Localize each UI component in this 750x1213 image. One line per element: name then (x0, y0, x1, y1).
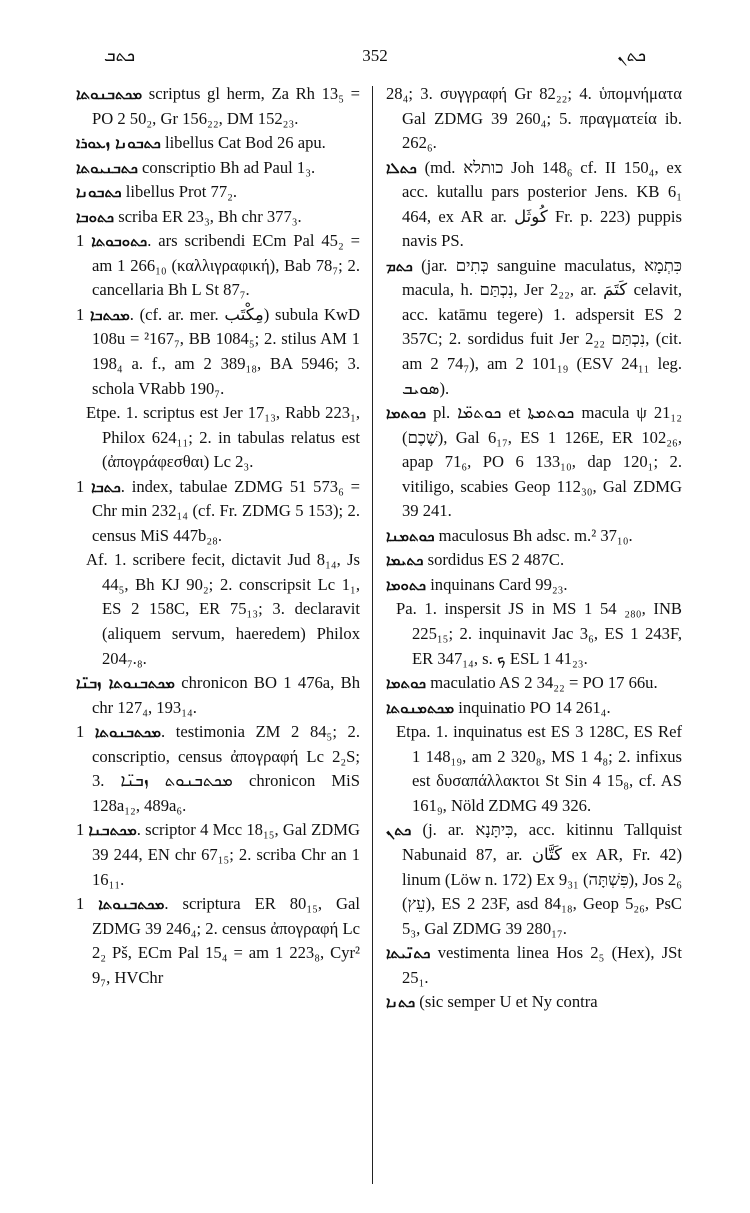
syriac-headword: ܟܬܠܐ (386, 158, 417, 177)
page-number: 352 (362, 46, 388, 65)
entry (386, 573, 682, 598)
left-column (76, 82, 360, 990)
entry-text: 1. scriptor 4 Mcc 18₁₅, Gal ZDMG 39 244, EN chr 67₁₅; 2. scriba Chr an 1 16₁₁. (76, 820, 360, 889)
entry (386, 990, 682, 1015)
syriac-headword: ܟܬܘܒܘܬܐ (91, 232, 148, 251)
syriac-headword: ܟܬܒܐ (91, 477, 121, 496)
entry-text: 1. testimonia ZM 2 84₅; 2. conscriptio, census ἀπογραφή Lc 2₂S; 3. ܡܟܬܒܢܘܬ ܙܒܢ̈ܐ chronicon MiS 128a₁₂, 489a₆. (76, 722, 360, 815)
entry (76, 229, 360, 303)
entry (386, 671, 682, 696)
syriac-headword: ܡܟܬܒܢܘܬܐ (76, 85, 143, 103)
entry-text: scriba ER 23₃, Bh chr 377₃. (118, 206, 302, 226)
verb-stem-entry (386, 597, 682, 671)
entry-text: (j. ar. כִּיתָּנָא, acc. kitinnu Tallquist Nabunaid 87, ar. كَتَّان ex AR, Fr. 42) linum (Löw n. 172) Ex 9₃₁ (פִּשְׁתָּה), Jos 2₆ (עֵץ), ES 2 23F, asd 84₁₈, Geop 5₂₆, PsC 5₃, Gal ZDMG 39 280₁₇. (402, 820, 682, 938)
syriac-headword: ܟܬܢ (386, 821, 412, 840)
entry (76, 82, 360, 131)
entry-text: (sic semper U et Ny contra (419, 992, 598, 1012)
entry (386, 548, 682, 573)
entry (386, 524, 682, 549)
entry-text: scriptus gl herm, Za Rh 13₅ = PO 2 50₂, Gr 156₂₂, DM 152₂₃. (92, 84, 360, 128)
entry (76, 671, 360, 720)
entry (386, 254, 682, 401)
entry (76, 892, 360, 990)
syriac-headword: ܡܟܬܒܢܘܬܐ (98, 895, 165, 914)
entry (76, 303, 360, 401)
entry-text: Etpe. 1. scriptus est Jer 17₁₃, Rabb 223₁, Philox 624₁₁; 2. in tabulas relatus est (ἀπογράφεσθαι) Lc 2₃. (86, 403, 360, 472)
entry-text: (jar. כְּתִים sanguine maculatus, כִּתְמָא macula, h. נִכְתַּם, Jer 2₂₂, ar. كَتَمَ celavit, acc. katāmu tegere) 1. adspersit ES 2 357C; 2. sordidus fuit Jer 2₂₂ נִכְתַּם, (cit. am 2 74₇), am 2 101₁₉ (ESV 24₁₁ leg. ܣܘܝܒ). (402, 255, 683, 398)
entry-text: 1. scriptura ER 80₁₅, Gal ZDMG 39 246₄; 2. census ἀπογραφή Lc 2₂ Pš, ECm Pal 15₄ = am 1 223₈, Cyr² 9₇, HVChr (76, 894, 360, 987)
entry (76, 475, 360, 549)
entry-text: chronicon BO 1 476a, Bh chr 127₄, 193₁₄. (92, 673, 360, 717)
right-column (386, 82, 682, 1015)
entry-text: 1. ars scribendi ECm Pal 45₂ = am 1 266₁₀ (καλλιγραφική), Bab 78₇; 2. cancellaria Bh L St 87₇. (76, 231, 360, 300)
entry (76, 180, 360, 205)
entry-text: sordidus ES 2 487C. (427, 550, 565, 570)
entry-text: Etpa. 1. inquinatus est ES 3 128C, ES Ref 1 148₁₉, am 2 320₈, MS 1 4₈; 2. infixus est δυσαπάλλακτοι St Sin 4 15₈, cf. AS 161₉, Nöld ZDMG 49 326. (396, 722, 682, 815)
syriac-headword: ܡܟܬܡܢܘܬܐ (386, 698, 455, 717)
syriac-headword: ܟܬܢ̈ܝܬܐ (386, 944, 431, 963)
entry-text: libellus Prot 77₂. (125, 182, 238, 202)
entry-text: maculatio AS 2 34₂₂ = PO 17 66u. (430, 673, 658, 693)
syriac-headword: ܡܟܬܒܢܐ (88, 821, 137, 840)
entry-text: conscriptio Bh ad Paul 1₃. (142, 157, 316, 177)
syriac-headword: ܟܘܬܡܢܐ (386, 526, 435, 545)
verb-stem-entry (76, 548, 360, 671)
syriac-headword: ܟܬܒܘܢܐ (76, 183, 122, 202)
verb-stem-entry (386, 720, 682, 818)
entry-text: 1. (cf. ar. mer. مِكْتَب) subula KwD 108u = ²167₇, BB 1084₅; 2. stilus AM 1 198₄ a. f., am 2 389₁₈, BA 5946; 3. schola VRabb 190₇. (76, 304, 360, 398)
syriac-headword: ܟܬܢܐ (386, 993, 416, 1012)
syriac-headword: ܟܬܒܢܝܘܬܐ (76, 158, 138, 177)
running-head-right: ܟܬܢ (617, 46, 646, 65)
entry-text: 28₄; 3. συγγραφή Gr 82₂₂; 4. ὑπομνήματα Gal ZDMG 39 260₄; 5. πραγματεία ib. 262₆. (386, 84, 682, 153)
entry-text: maculosus Bh adsc. m.² 37₁₀. (438, 525, 633, 545)
entry-text: Pa. 1. inspersit JS in MS 1 54 ₂₈₀, INB 225₁₅; 2. inquinavit Jac 3₆, ES 1 243F, ER 347₁₄, s. ܟ ESL 1 41₂₃. (396, 599, 682, 668)
entry (386, 941, 682, 990)
column-divider (372, 86, 373, 1184)
syriac-headword: ܟܘܬܡܐ (386, 674, 427, 693)
entry (76, 156, 360, 181)
entry-text: (md. כותלא Joh 148₆ cf. II 150₄, ex acc. kutallu pars posterior Jens. KB 6₁ 464, ex AR ar. كُوثَل Fr. p. 223) puppis navis PS. (402, 157, 682, 251)
entry-text: libellus Cat Bod 26 apu. (164, 133, 326, 153)
syriac-headword: ܟܬܘܒܐ (76, 207, 115, 226)
entry (386, 156, 682, 254)
syriac-headword: ܟܬܘܡܐ (386, 575, 427, 594)
entry (76, 720, 360, 818)
entry-text: 1. index, tabulae ZDMG 51 573₆ = Chr min 232₁₄ (cf. Fr. ZDMG 5 153); 2. census MiS 447b₂₈. (76, 476, 360, 545)
entry (76, 205, 360, 230)
syriac-headword: ܟܘܬܡܐ (386, 404, 427, 423)
syriac-headword: ܡܟܬܒܢܘܬܐ (94, 723, 162, 742)
entry-text: inquinatio PO 14 261₄. (458, 697, 611, 717)
entry-text: pl. ܟܘܬܡ̈ܐ et ܟܘܬܡܬܐ macula ψ 21₁₂ (שֶׁכֶם), Gal 6₁₇, ES 1 126E, ER 102₂₆, apap 71₆, PO 6 133₁₀, dap 120₁; 2. vitiligo, scabies Geop 112₃₀, Gal ZDMG 39 241. (402, 403, 682, 521)
verb-stem-entry (76, 401, 360, 475)
syriac-headword: ܟܬܒܘܢܐ ܙܥܘܪܐ (76, 134, 161, 153)
syriac-headword: ܟܬܝܡܐ (386, 551, 424, 570)
entry (76, 818, 360, 892)
syriac-headword: ܟܬܡ (386, 256, 413, 275)
entry-text: vestimenta linea Hos 2₅ (Hex), JSt 25₁. (402, 943, 682, 987)
entry (386, 696, 682, 721)
entry (76, 131, 360, 156)
entry (386, 401, 682, 524)
entry-continuation (386, 82, 682, 156)
entry-text: inquinans Card 99₂₃. (430, 574, 568, 594)
syriac-headword: ܡܟܬܒܐ (90, 305, 130, 324)
syriac-headword: ܡܟܬܒܢܘܬܐ ܙܒܢ̈ܐ (76, 674, 175, 693)
entry (386, 818, 682, 941)
entry-text: Af. 1. scribere fecit, dictavit Jud 8₁₄, Js 44₅, Bh KJ 90₂; 2. conscripsit Lc 1₁, ES 2 158C, ER 75₁₃; 3. declaravit (aliquem servum, haeredem) Philox 204₇.₈. (86, 550, 360, 668)
running-head-left: ܟܬܒ (104, 46, 135, 65)
